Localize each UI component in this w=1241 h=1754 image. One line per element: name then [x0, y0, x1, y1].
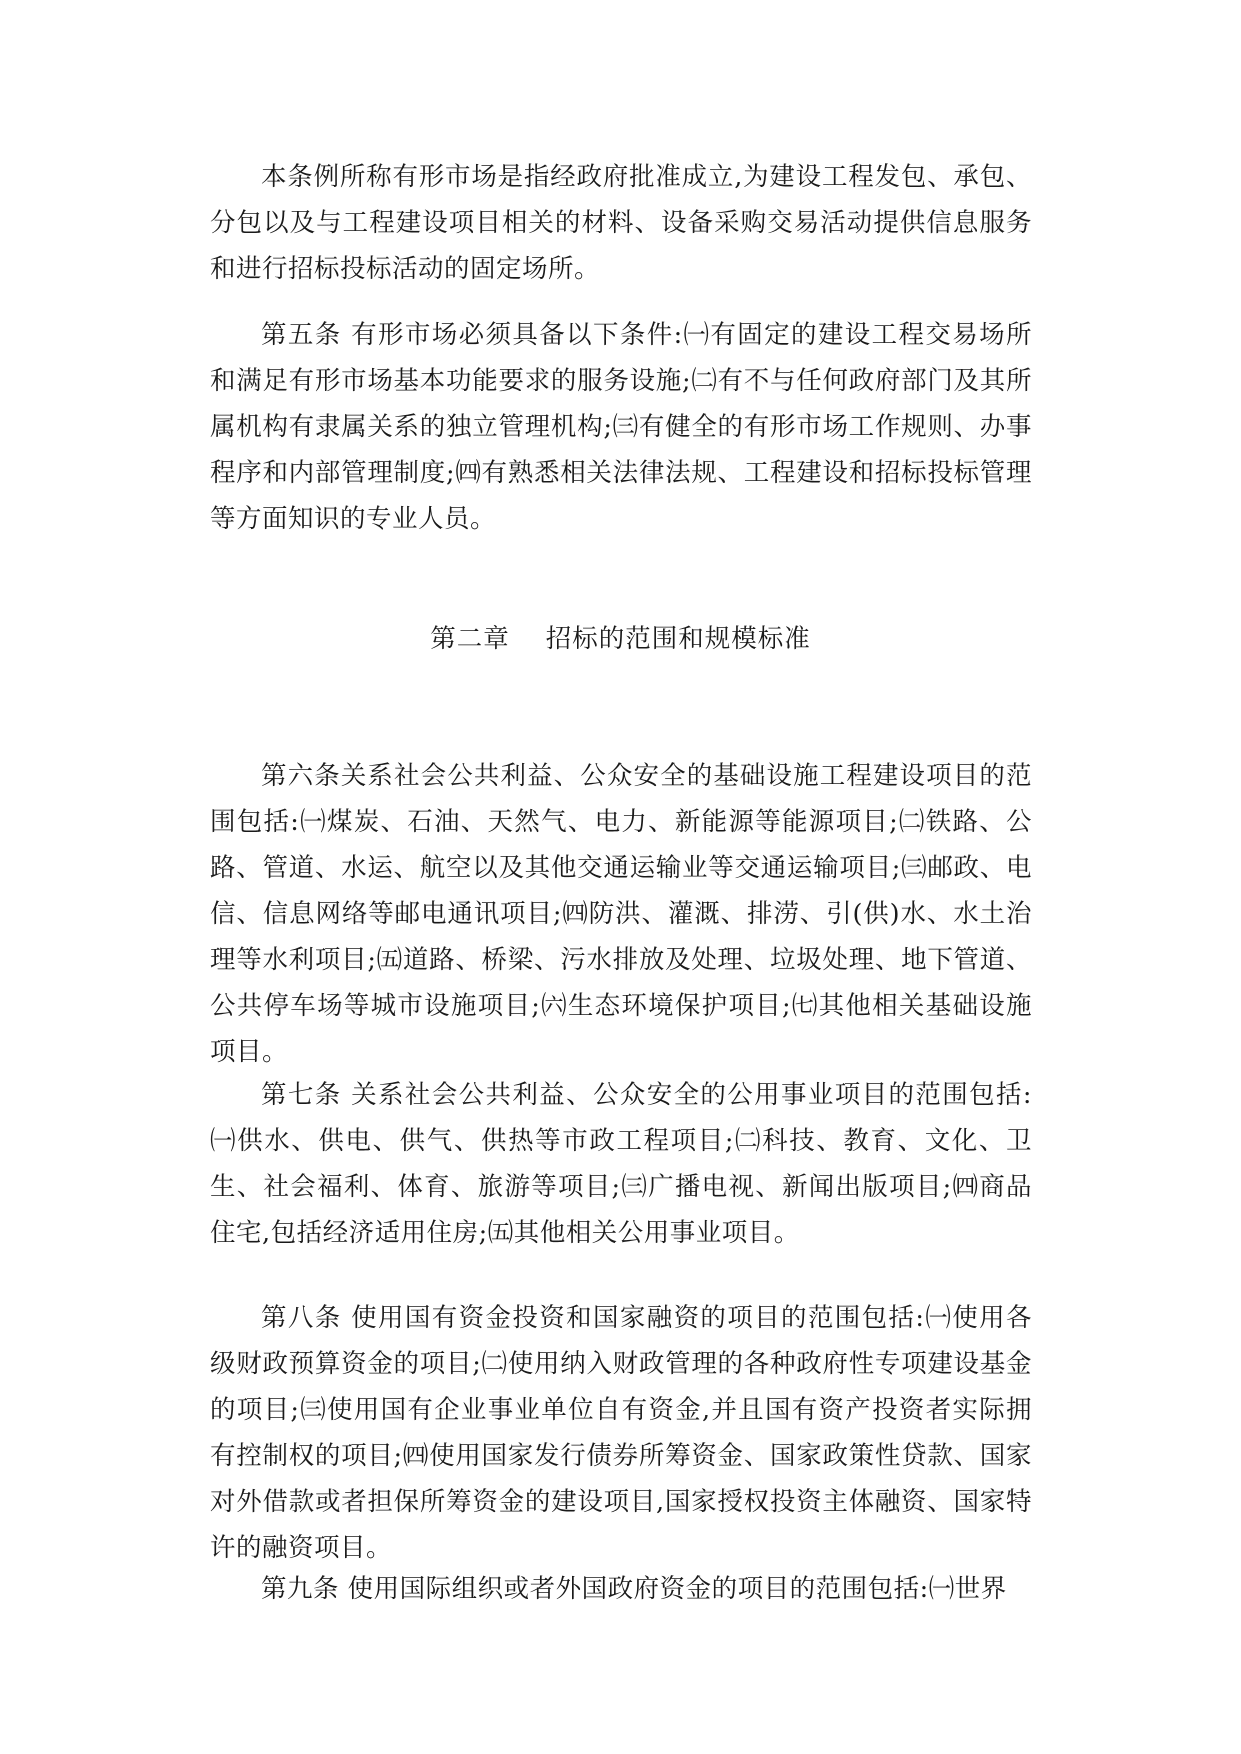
paragraph-article-5: [210, 312, 1032, 542]
paragraph-text: 本条例所称有形市场是指经政府批准成立,为建设工程发包、承包、分包以及与工程建设项目相关的材料、设备采购交易活动提供信息服务和进行招标投标活动的固定场所。: [210, 162, 1032, 284]
chapter-heading: [0, 616, 1241, 662]
paragraph-text: 第七条 关系社会公共利益、公众安全的公用事业项目的范围包括:㈠供水、供电、供气、供热等市政工程项目;㈡科技、教育、文化、卫生、社会福利、体育、旅游等项目;㈢广播电视、新闻出版项目;㈣商品住宅,包括经济适用住房;㈤其他相关公用事业项目。: [210, 1080, 1032, 1248]
paragraph-article-6: [210, 753, 1032, 1075]
paragraph-text: 第五条 有形市场必须具备以下条件:㈠有固定的建设工程交易场所和满足有形市场基本功能要求的服务设施;㈡有不与任何政府部门及其所属机构有隶属关系的独立管理机构;㈢有健全的有形市场工作规则、办事程序和内部管理制度;㈣有熟悉相关法律法规、工程建设和招标投标管理等方面知识的专业人员。: [210, 320, 1032, 534]
paragraph-text: 第九条 使用国际组织或者外国政府资金的项目的范围包括:㈠世界: [261, 1574, 1007, 1604]
chapter-title: 招标的范围和规模标准: [545, 624, 811, 654]
paragraph-article-7: [210, 1072, 1032, 1256]
paragraph-text: 第六条关系社会公共利益、公众安全的基础设施工程建设项目的范围包括:㈠煤炭、石油、天然气、电力、新能源等能源项目;㈡铁路、公路、管道、水运、航空以及其他交通运输业等交通运输项目;㈢邮政、电信、信息网络等邮电通讯项目;㈣防洪、灌溉、排涝、引(供)水、水土治理等水利项目;㈤道路、桥梁、污水排放及处理、垃圾处理、地下管道、公共停车场等城市设施项目;㈥生态环境保护项目;㈦其他相关基础设施项目。: [210, 761, 1032, 1067]
paragraph-article-8: [210, 1295, 1032, 1571]
chapter-number: 第二章: [430, 624, 510, 654]
paragraph-text: 第八条 使用国有资金投资和国家融资的项目的范围包括:㈠使用各级财政预算资金的项目;㈡使用纳入财政管理的各种政府性专项建设基金的项目;㈢使用国有企业事业单位自有资金,并且国有资产投资者实际拥有控制权的项目;㈣使用国家发行债券所筹资金、国家政策性贷款、国家对外借款或者担保所筹资金的建设项目,国家授权投资主体融资、国家特许的融资项目。: [210, 1303, 1032, 1563]
paragraph-article-9: [210, 1566, 1032, 1612]
paragraph-intro: [210, 154, 1032, 292]
